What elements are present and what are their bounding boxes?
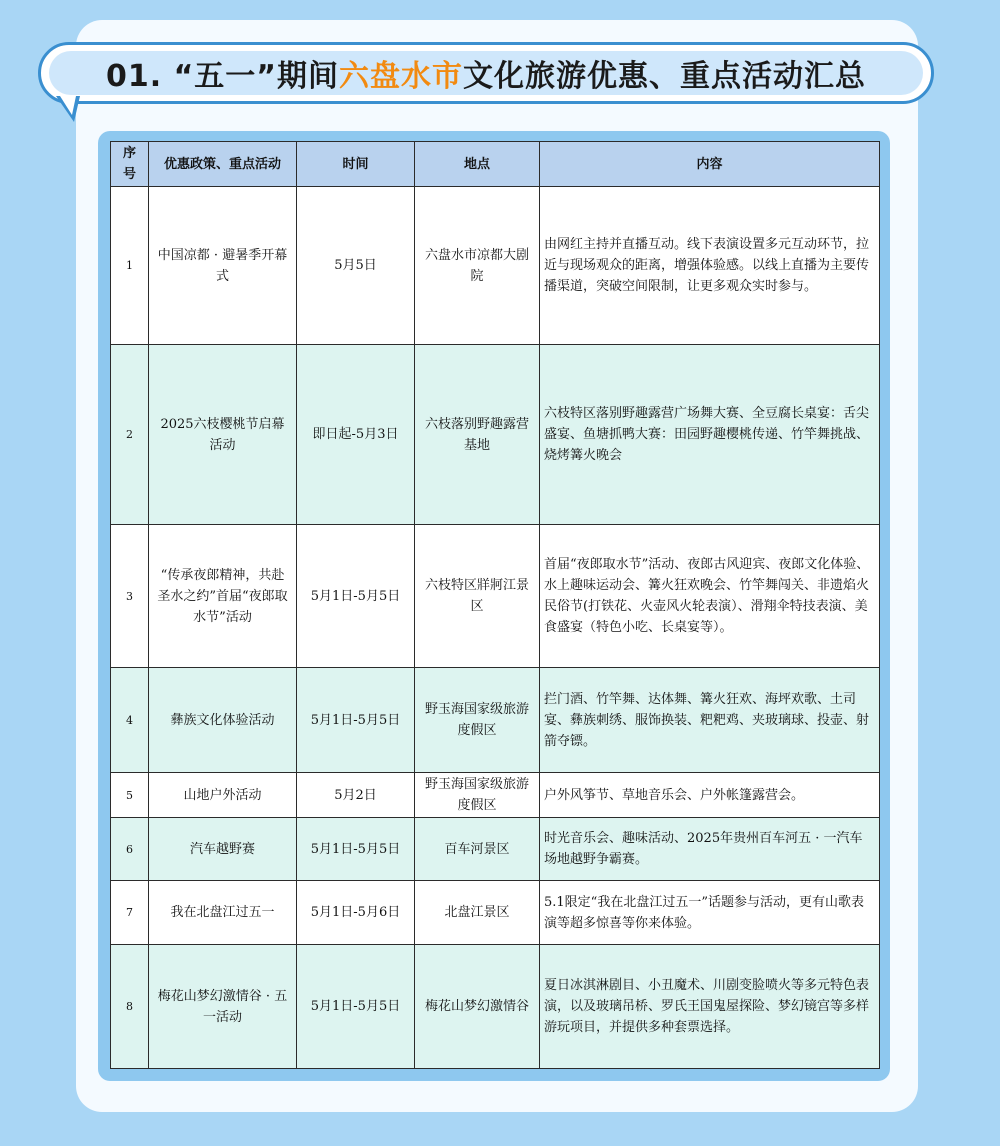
table-row [111, 818, 880, 881]
row-content: 首届“夜郎取水节”活动、夜郎古风迎宾、夜郎文化体验、水上趣味运动会、篝火狂欢晚会、竹竿舞闯关、非遗焰火民俗节(打铁花、火壶风火轮表演）、滑翔伞特技表演、美食盛宴（特色小吃、长桌宴等）。 [540, 525, 880, 668]
row-activity: “传承夜郎精神，共赴圣水之约”首届“夜郎取水节”活动 [149, 525, 297, 668]
row-place: 北盘江景区 [415, 881, 540, 945]
row-place: 六盘水市凉都大剧院 [415, 187, 540, 345]
row-time: 5月1日-5月5日 [297, 668, 415, 773]
row-place: 野玉海国家级旅游度假区 [415, 773, 540, 818]
row-content: 5.1限定“我在北盘江过五一”话题参与活动，更有山歌表演等超多惊喜等你来体验。 [540, 881, 880, 945]
table-row [111, 881, 880, 945]
row-time: 即日起-5月3日 [297, 345, 415, 525]
row-activity: 中国凉都 · 避暑季开幕式 [149, 187, 297, 345]
row-activity: 2025六枝樱桃节启幕活动 [149, 345, 297, 525]
row-time: 5月1日-5月5日 [297, 525, 415, 668]
row-time: 5月1日-5月6日 [297, 881, 415, 945]
title-suffix: 文化旅游优惠、重点活动汇总 [463, 59, 867, 94]
row-number: 3 [111, 525, 149, 668]
table-row [111, 773, 880, 818]
row-activity: 彝族文化体验活动 [149, 668, 297, 773]
row-time: 5月2日 [297, 773, 415, 818]
row-content: 由网红主持并直播互动。线下表演设置多元互动环节，拉近与现场观众的距离，增强体验感。以线上直播为主要传播渠道，突破空间限制，让更多观众实时参与。 [540, 187, 880, 345]
row-activity: 我在北盘江过五一 [149, 881, 297, 945]
row-activity: 山地户外活动 [149, 773, 297, 818]
row-number: 4 [111, 668, 149, 773]
row-place: 六枝特区牂牁江景区 [415, 525, 540, 668]
table-header-row [111, 142, 880, 187]
row-number: 5 [111, 773, 149, 818]
title-tail-inner-decoration [60, 96, 76, 115]
row-place: 野玉海国家级旅游度假区 [415, 668, 540, 773]
title-prefix: 01. “五一”期间 [105, 59, 340, 94]
table-row [111, 187, 880, 345]
table-row [111, 525, 880, 668]
row-time: 5月5日 [297, 187, 415, 345]
row-activity: 梅花山梦幻激情谷 · 五一活动 [149, 945, 297, 1069]
row-number: 7 [111, 881, 149, 945]
table-row [111, 668, 880, 773]
row-number: 2 [111, 345, 149, 525]
row-content: 六枝特区落别野趣露营广场舞大赛、全豆腐长桌宴：舌尖盛宴、鱼塘抓鸭大赛：田园野趣樱桃传递、竹竿舞挑战、烧烤篝火晚会 [540, 345, 880, 525]
section-title-banner [38, 42, 934, 104]
row-place: 百车河景区 [415, 818, 540, 881]
header-activity: 优惠政策、重点活动 [149, 142, 297, 187]
row-time: 5月1日-5月5日 [297, 818, 415, 881]
title-highlight: 六盘水市 [339, 59, 464, 94]
activity-table [110, 141, 880, 1069]
header-place: 地点 [415, 142, 540, 187]
table-row [111, 345, 880, 525]
row-content: 户外风筝节、草地音乐会、户外帐篷露营会。 [540, 773, 880, 818]
row-place: 六枝落别野趣露营基地 [415, 345, 540, 525]
row-number: 6 [111, 818, 149, 881]
header-number: 序号 [111, 142, 149, 187]
row-content: 拦门酒、竹竿舞、达体舞、篝火狂欢、海坪欢歌、土司宴、彝族刺绣、服饰换装、粑粑鸡、夹玻璃球、投壶、射箭夺镖。 [540, 668, 880, 773]
row-activity: 汽车越野赛 [149, 818, 297, 881]
table-row [111, 945, 880, 1069]
row-content: 时光音乐会、趣味活动、2025年贵州百车河五 · 一汽车场地越野争霸赛。 [540, 818, 880, 881]
row-place: 梅花山梦幻激情谷 [415, 945, 540, 1069]
row-content: 夏日冰淇淋剧目、小丑魔术、川剧变脸喷火等多元特色表演，以及玻璃吊桥、罗氏王国鬼屋探险、梦幻镜宫等多样游玩项目，并提供多种套票选择。 [540, 945, 880, 1069]
row-time: 5月1日-5月5日 [297, 945, 415, 1069]
row-number: 1 [111, 187, 149, 345]
page-title [49, 51, 923, 95]
header-time: 时间 [297, 142, 415, 187]
row-number: 8 [111, 945, 149, 1069]
header-content: 内容 [540, 142, 880, 187]
